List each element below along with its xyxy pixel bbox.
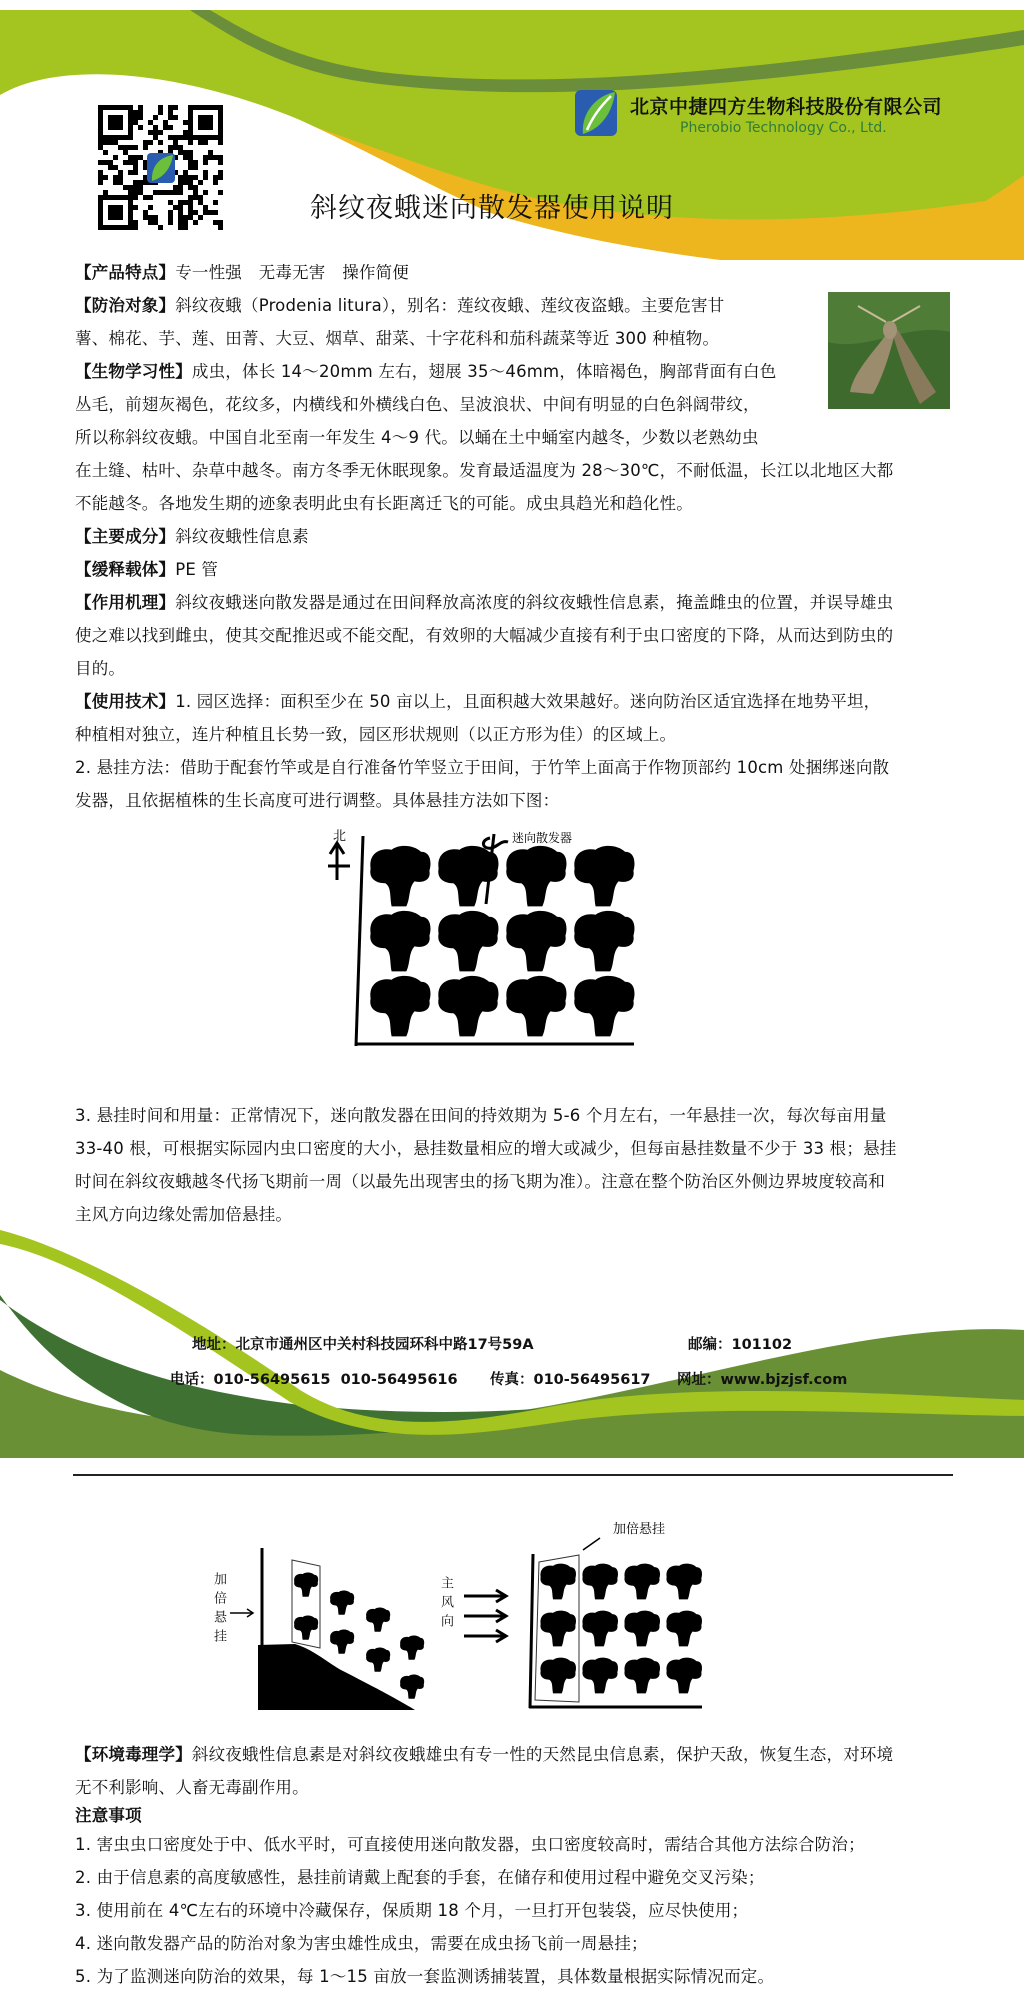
company-name-cn: 北京中捷四方生物科技股份有限公司 (630, 96, 943, 118)
north-label: 北 (333, 829, 347, 844)
step-3 (75, 1099, 965, 1231)
section-label: 【缓释载体】 (75, 560, 176, 579)
section-text: 专一性强 无毒无害 操作简便 (175, 263, 410, 282)
note-item: 3. 使用前在 4℃左右的环境中冷藏保存，保质期 18 个月，一旦打开包装袋，应尽快使用； (75, 1901, 749, 1920)
section-line (75, 586, 965, 619)
section-label: 【作用机理】 (75, 593, 176, 612)
section-label: 【产品特点】 (75, 263, 176, 282)
qr-code (97, 105, 225, 231)
note-item: 4. 迷向散发器产品的防治对象为害虫雄性成虫，需要在成虫扬飞前一周悬挂； (75, 1934, 648, 1953)
crop-plant-icon (294, 1573, 318, 1597)
crop-plant-icon (582, 1658, 618, 1694)
section-line (75, 553, 965, 586)
address: 地址：北京市通州区中关村科技园环科中路17号59A (192, 1337, 534, 1353)
crop-plant-icon (624, 1564, 660, 1600)
crop-plant-icon (330, 1591, 354, 1615)
hanging-layout-diagram (320, 810, 660, 1090)
y-boundary (356, 836, 363, 1046)
divider (73, 1474, 953, 1476)
section-text: 目的。 (75, 659, 126, 678)
crop-plant-icon (582, 1611, 618, 1647)
section-text: 斜纹夜蛾性信息素 (175, 527, 309, 546)
notes-heading: 注意事项 (75, 1806, 142, 1825)
section-text: 所以称斜纹夜蛾。中国自北至南一年发生 4～9 代。以蛹在土中蛹室内越冬，少数以老熟幼虫 (75, 428, 759, 447)
note-item: 1. 害虫虫口密度处于中、低水平时，可直接使用迷向散发器，虫口密度较高时，需结合其他方法综合防治； (75, 1835, 865, 1854)
section-text: 薯、棉花、芋、莲、田菁、大豆、烟草、甜菜、十字花科和茄科蔬菜等近 300 种植物。 (75, 329, 720, 348)
north-arrow-icon (328, 843, 350, 880)
step3-line: 3. 悬挂时间和用量：正常情况下，迷向散发器在田间的持效期为 5-6 个月左右，一年悬挂一次，每次每亩用量 (75, 1106, 887, 1125)
moth-photo (828, 292, 950, 409)
wind-label: 主风向 (438, 1576, 453, 1633)
crop-plant-icon (330, 1630, 354, 1654)
section-text: 2. 悬挂方法：借助于配套竹竿或是自行准备竹竿竖立于田间，于竹竿上面高于作物顶部约 10cm 处捆绑迷向散 (75, 758, 890, 777)
crop-plant-icon (574, 846, 634, 907)
crop-plant-icon (366, 1648, 390, 1672)
crop-plant-icon (666, 1611, 702, 1647)
crop-plant-icon (574, 911, 634, 972)
dispenser-label: 迷向散发器 (512, 831, 573, 845)
section-text: 斜纹夜蛾迷向散发器是通过在田间释放高浓度的斜纹夜蛾性信息素，掩盖雌虫的位置，并误导雄虫 (175, 593, 894, 612)
crop-plant-icon (666, 1658, 702, 1694)
section-line (75, 421, 965, 454)
section-line (75, 685, 965, 718)
wind-arrows-icon (464, 1590, 506, 1642)
section-line (75, 652, 965, 685)
page-title: 斜纹夜蛾迷向散发器使用说明 (310, 193, 674, 224)
crop-plant-icon (294, 1616, 318, 1640)
crop-plant-icon (540, 1658, 576, 1694)
website[interactable]: 网址：www.bjzjsf.com (677, 1372, 848, 1388)
crop-plant-icon (506, 976, 566, 1037)
section-text: 斜纹夜蛾（Prodenia litura），别名：莲纹夜蛾、莲纹夜盗蛾。主要危害甘 (175, 296, 725, 315)
crop-grid (370, 846, 634, 1037)
crop-plant-icon (624, 1658, 660, 1694)
section-text: PE 管 (175, 560, 219, 579)
crop-plant-icon (370, 976, 430, 1037)
step3-line: 时间在斜纹夜蛾越冬代扬飞期前一周（以最先出现害虫的扬飞期为准）。注意在整个防治区外侧边界坡度较高和 (75, 1172, 886, 1191)
slope (258, 1644, 415, 1710)
section-label: 【防治对象】 (75, 296, 176, 315)
step3-line: 33-40 根，可根据实际园内虫口密度的大小，悬挂数量相应的增大或减少，但每亩悬挂数量不少于 33 根；悬挂 (75, 1139, 897, 1158)
section-text: 使之难以找到雌虫，使其交配推迟或不能交配，有效卵的大幅减少直接有利于虫口密度的下降，从而达到防虫的 (75, 626, 894, 645)
left-label: 加倍悬挂 (211, 1572, 226, 1648)
postcode: 邮编：101102 (688, 1337, 793, 1353)
crop-plant-icon (506, 846, 566, 907)
crop-plant-icon (370, 911, 430, 972)
env-line (75, 1771, 965, 1804)
crop-plant-icon (574, 976, 634, 1037)
section-text: 成虫，体长 14～20mm 左右，翅展 35～46mm，体暗褐色，胸部背面有白色 (191, 362, 777, 381)
border-hanging-diagram (200, 1500, 820, 1720)
section-text: 种植相对独立，连片种植且长势一致，园区形状规则（以正方形为佳）的区域上。 (75, 725, 677, 744)
section-line (75, 454, 965, 487)
step3-line: 主风方向边缘处需加倍悬挂。 (75, 1205, 293, 1224)
section-text: 1. 园区选择：面积至少在 50 亩以上，且面积越大效果越好。迷向防治区适宜选择在地势平坦， (175, 692, 881, 711)
section-line (75, 520, 965, 553)
section-text: 丛毛，前翅灰褐色，花纹多，内横线和外横线白色、呈波浪状、中间有明显的白色斜阔带纹， (75, 395, 760, 414)
section-label: 【生物学习性】 (75, 362, 192, 381)
crop-plant-icon (400, 1675, 424, 1699)
note-item: 5. 为了监测迷向防治的效果，每 1～15 亩放一套监测诱捕装置，具体数量根据实际情况而定。 (75, 1967, 775, 1986)
section-line (75, 256, 965, 289)
note-item: 2. 由于信息素的高度敏感性，悬挂前请戴上配套的手套，在储存和使用过程中避免交叉污染； (75, 1868, 765, 1887)
fax: 传真：010-56495617 (490, 1372, 651, 1388)
company-name-en: Pherobio Technology Co., Ltd. (680, 120, 887, 136)
env-line (75, 1738, 965, 1771)
crop-plant-icon (540, 1611, 576, 1647)
crop-plant-icon (366, 1608, 390, 1632)
crop-plant-icon (438, 976, 498, 1037)
crop-plant-icon (540, 1564, 576, 1600)
environmental-toxicology (75, 1738, 965, 1804)
section-label: 【使用技术】 (75, 692, 176, 711)
company-logo-icon (573, 88, 619, 138)
crop-plant-icon (370, 846, 430, 907)
crop-plant-icon (438, 911, 498, 972)
crop-plant-icon (506, 911, 566, 972)
section-line (75, 619, 965, 652)
section-line (75, 751, 965, 784)
env-label: 【环境毒理学】 (75, 1745, 192, 1764)
env-text: 无不利影响、人畜无毒副作用。 (75, 1778, 309, 1797)
crop-plant-icon (624, 1611, 660, 1647)
crop-plant-icon (666, 1564, 702, 1600)
env-text: 斜纹夜蛾性信息素是对斜纹夜蛾雄虫有专一性的天然昆虫信息素，保护天敌，恢复生态，对环境 (191, 1745, 894, 1764)
crop-plant-icon (582, 1564, 618, 1600)
section-line (75, 487, 965, 520)
phone: 电话：010-56495615 010-56495616 (170, 1372, 458, 1388)
section-text: 在土缝、枯叶、杂草中越冬。南方冬季无休眠现象。发育最适温度为 28～30℃，不耐低温，长江以北地区大都 (75, 461, 894, 480)
section-text: 不能越冬。各地发生期的迹象表明此虫有长距离迁飞的可能。成虫具趋光和趋化性。 (75, 494, 693, 513)
section-label: 【主要成分】 (75, 527, 176, 546)
section-text: 发器，且依据植株的生长高度可进行调整。具体悬挂方法如下图： (75, 791, 560, 810)
notes-list (75, 1828, 965, 1993)
crop-plant-icon (400, 1636, 424, 1660)
section-line (75, 718, 965, 751)
right-label: 加倍悬挂 (613, 1522, 666, 1537)
